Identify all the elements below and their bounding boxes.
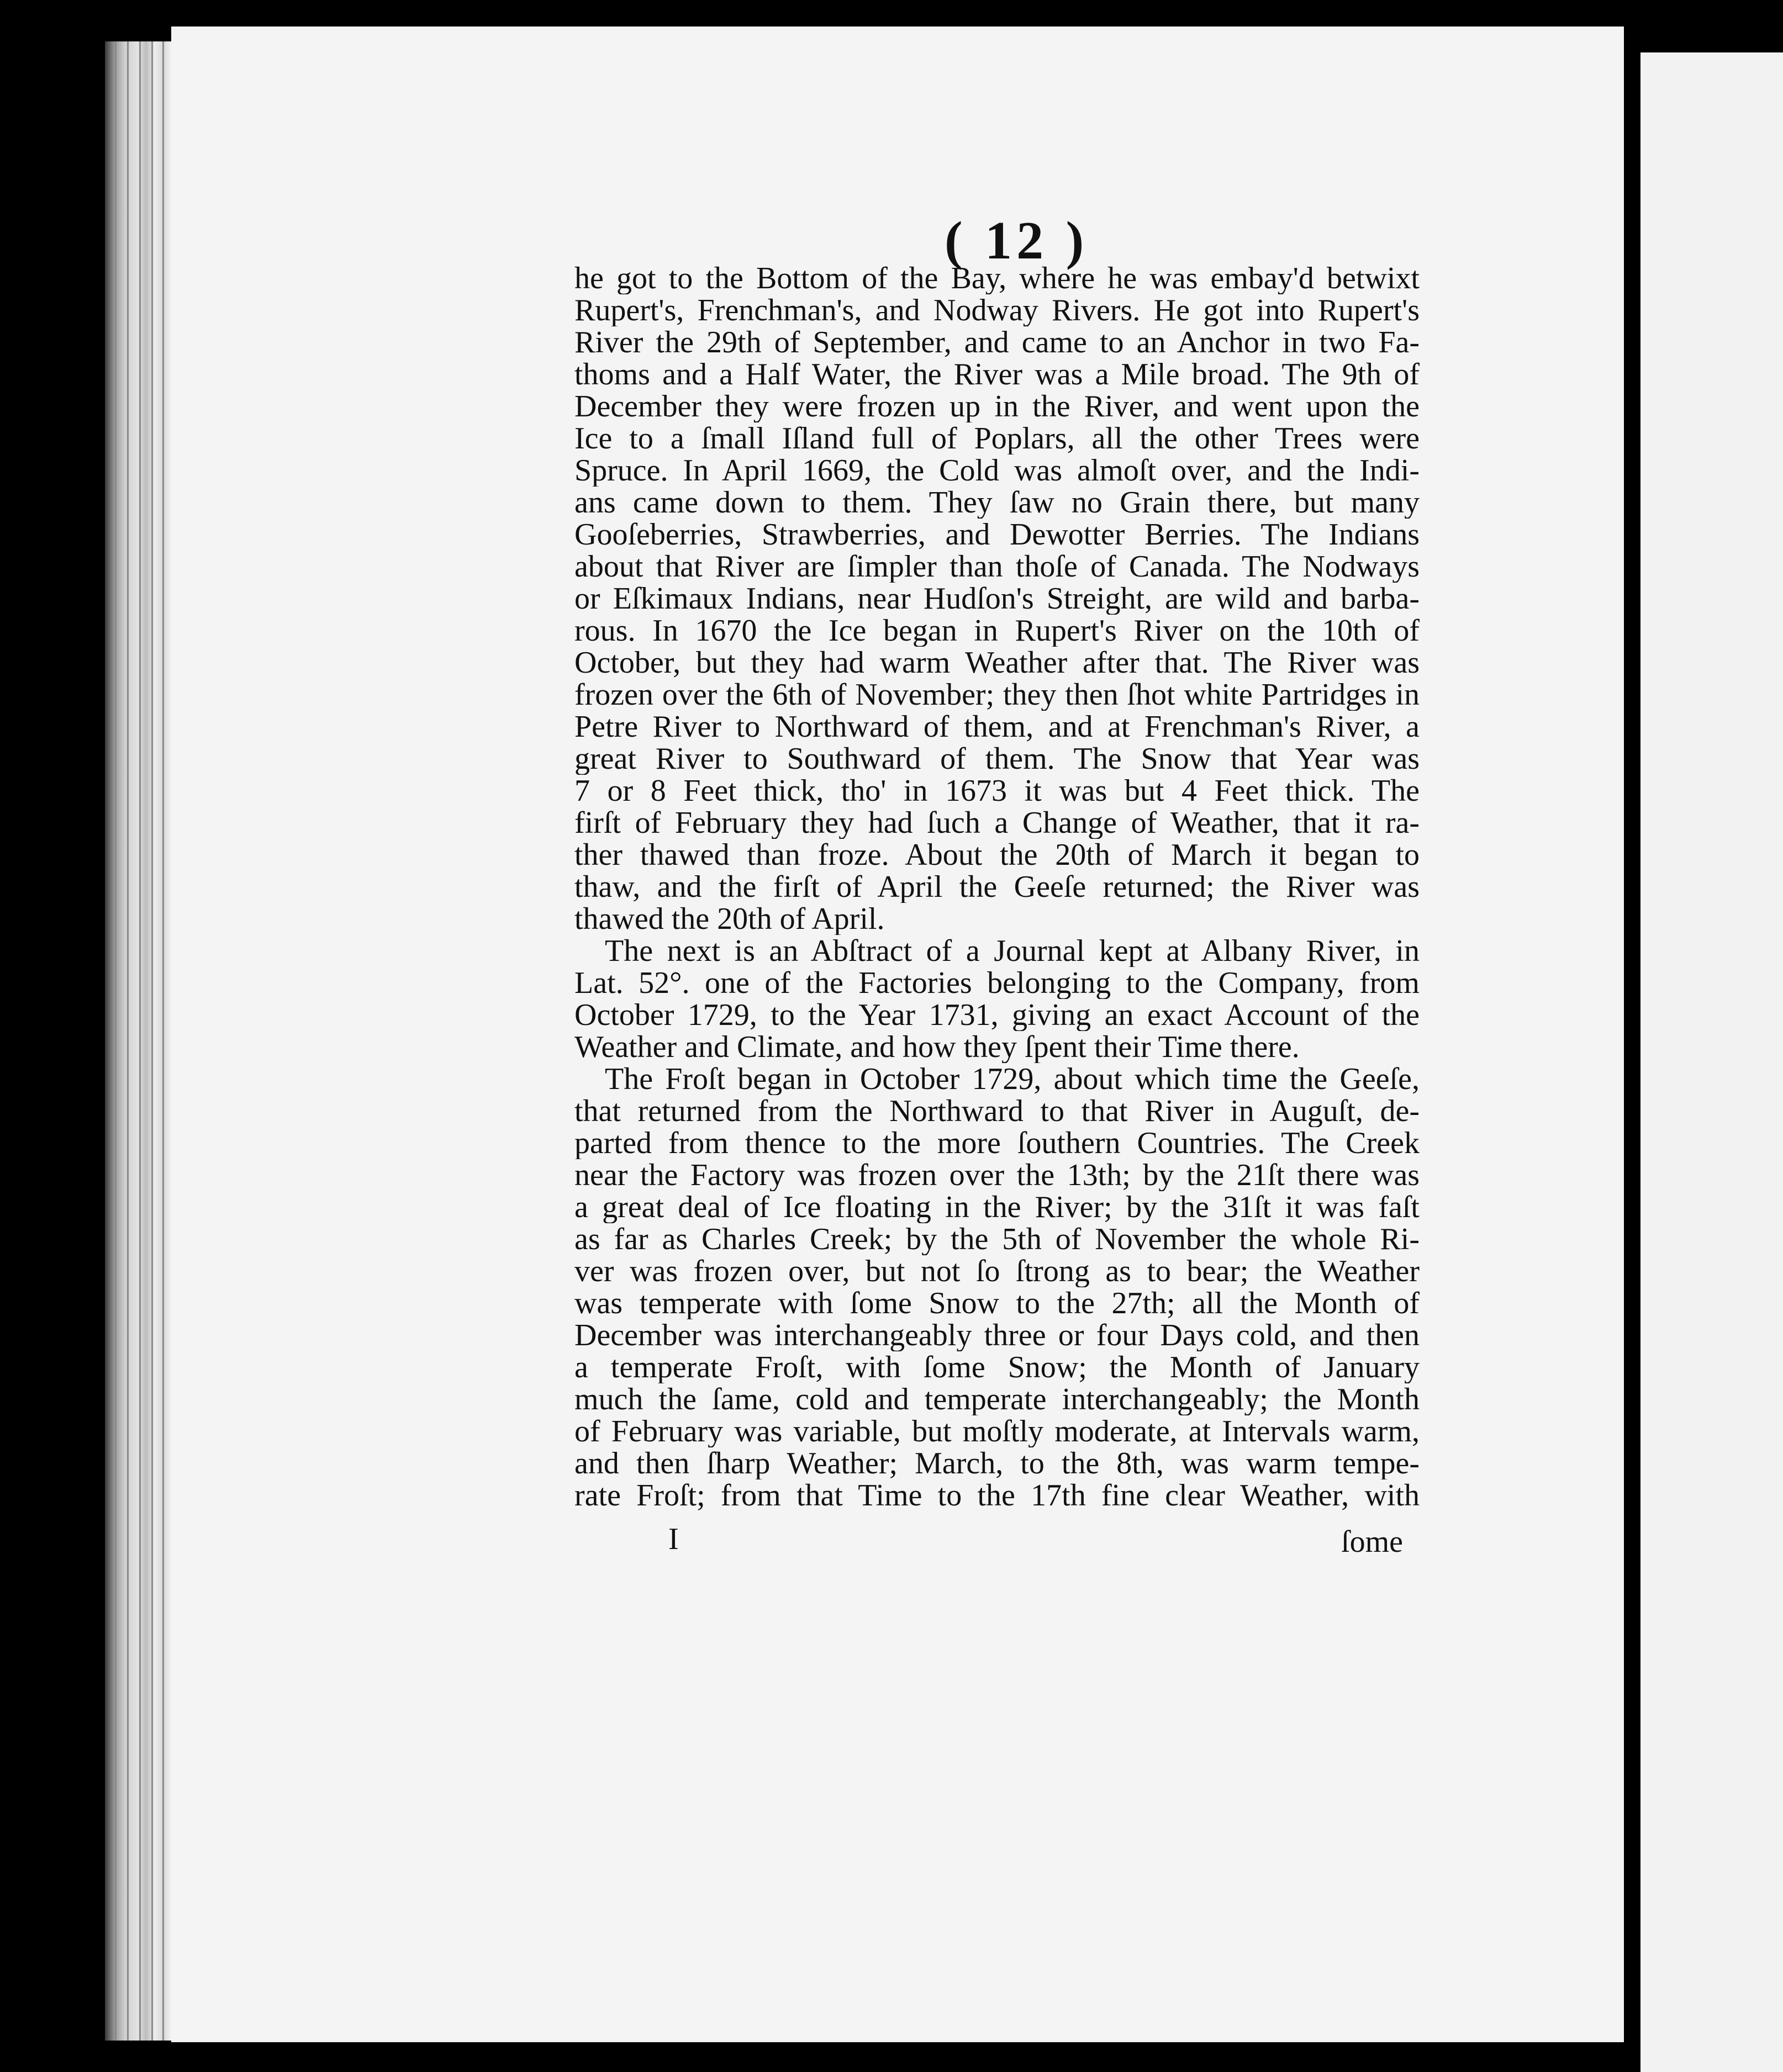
text-line: firſt of February they had ſuch a Change of Weather, that it ra-: [574, 807, 1420, 839]
text-line: and then ſharp Weather; March, to the 8th, was warm tempe-: [574, 1447, 1420, 1479]
text-line: thawed the 20th of April.: [574, 903, 885, 935]
text-line: Spruce. In April 1669, the Cold was almoſt over, and the Indi-: [574, 454, 1420, 487]
text-line: ver was frozen over, but not ſo ſtrong as to bear; the Weather: [574, 1255, 1420, 1287]
text-line: Rupert's, Frenchman's, and Nodway Rivers. He got into Rupert's: [574, 294, 1420, 326]
text-line: about that River are ſimpler than thoſe of Canada. The Nodways: [574, 551, 1420, 583]
text-line: ther thawed than froze. About the 20th of March it began to: [574, 839, 1420, 871]
text-line: The Froſt began in October 1729, about which time the Geeſe,: [605, 1063, 1420, 1095]
page-stack-edges: [105, 41, 171, 2041]
body-text: [574, 262, 1420, 1511]
text-line: 7 or 8 Feet thick, tho' in 1673 it was but 4 Feet thick. The: [574, 775, 1420, 807]
text-line: a temperate Froſt, with ſome Snow; the Month of January: [574, 1351, 1420, 1383]
catchword: ſome: [1341, 1525, 1403, 1559]
book-gutter: [1624, 0, 1640, 2072]
text-line: ans came down to them. They ſaw no Grain there, but many: [574, 487, 1420, 519]
text-line: Ice to a ſmall Iſland full of Poplars, all the other Trees were: [574, 422, 1420, 454]
facing-page: [1640, 52, 1783, 2072]
text-line: frozen over the 6th of November; they then ſhot white Partridges in: [574, 679, 1420, 711]
text-line: or Eſkimaux Indians, near Hudſon's Streight, are wild and barba-: [574, 583, 1420, 615]
text-line: of February was variable, but moſtly moderate, at Intervals warm,: [574, 1415, 1420, 1447]
text-line: parted from thence to the more ſouthern Countries. The Creek: [574, 1127, 1420, 1159]
text-line: River the 29th of September, and came to an Anchor in two Fa-: [574, 326, 1420, 358]
text-line: a great deal of Ice floating in the River; by the 31ſt it was faſt: [574, 1191, 1420, 1223]
text-line: thaw, and the firſt of April the Geeſe returned; the River was: [574, 871, 1420, 903]
text-line: he got to the Bottom of the Bay, where he was embay'd betwixt: [574, 262, 1420, 294]
page-footer: [574, 1521, 1420, 1560]
text-line: much the ſame, cold and temperate interchangeably; the Month: [574, 1383, 1420, 1415]
text-line: October 1729, to the Year 1731, giving an exact Account of the: [574, 999, 1420, 1031]
text-line: rous. In 1670 the Ice began in Rupert's River on the 10th of: [574, 615, 1420, 647]
text-line: October, but they had warm Weather after that. The River was: [574, 647, 1420, 679]
text-line: December they were frozen up in the River, and went upon the: [574, 390, 1420, 422]
text-line: near the Factory was frozen over the 13th; by the 21ſt there was: [574, 1159, 1420, 1191]
text-line: December was interchangeably three or four Days cold, and then: [574, 1319, 1420, 1351]
text-line: rate Froſt; from that Time to the 17th fine clear Weather, with: [574, 1479, 1420, 1511]
text-line: as far as Charles Creek; by the 5th of November the whole Ri-: [574, 1223, 1420, 1255]
text-line: Lat. 52°. one of the Factories belonging to the Company, from: [574, 967, 1420, 999]
text-line: was temperate with ſome Snow to the 27th; all the Month of: [574, 1287, 1420, 1319]
text-line: great River to Southward of them. The Snow that Year was: [574, 743, 1420, 775]
text-line: that returned from the Northward to that River in Auguſt, de-: [574, 1095, 1420, 1127]
text-line: Petre River to Northward of them, and at Frenchman's River, a: [574, 711, 1420, 743]
text-line: thoms and a Half Water, the River was a Mile broad. The 9th of: [574, 358, 1420, 390]
page-number-header: ( 12 ): [945, 211, 1089, 271]
signature-mark: I: [668, 1522, 679, 1556]
text-line: Weather and Climate, and how they ſpent their Time there.: [574, 1031, 1300, 1063]
text-line: The next is an Abſtract of a Journal kept at Albany River, in: [605, 935, 1420, 967]
text-line: Gooſeberries, Strawberries, and Dewotter Berries. The Indians: [574, 519, 1420, 551]
